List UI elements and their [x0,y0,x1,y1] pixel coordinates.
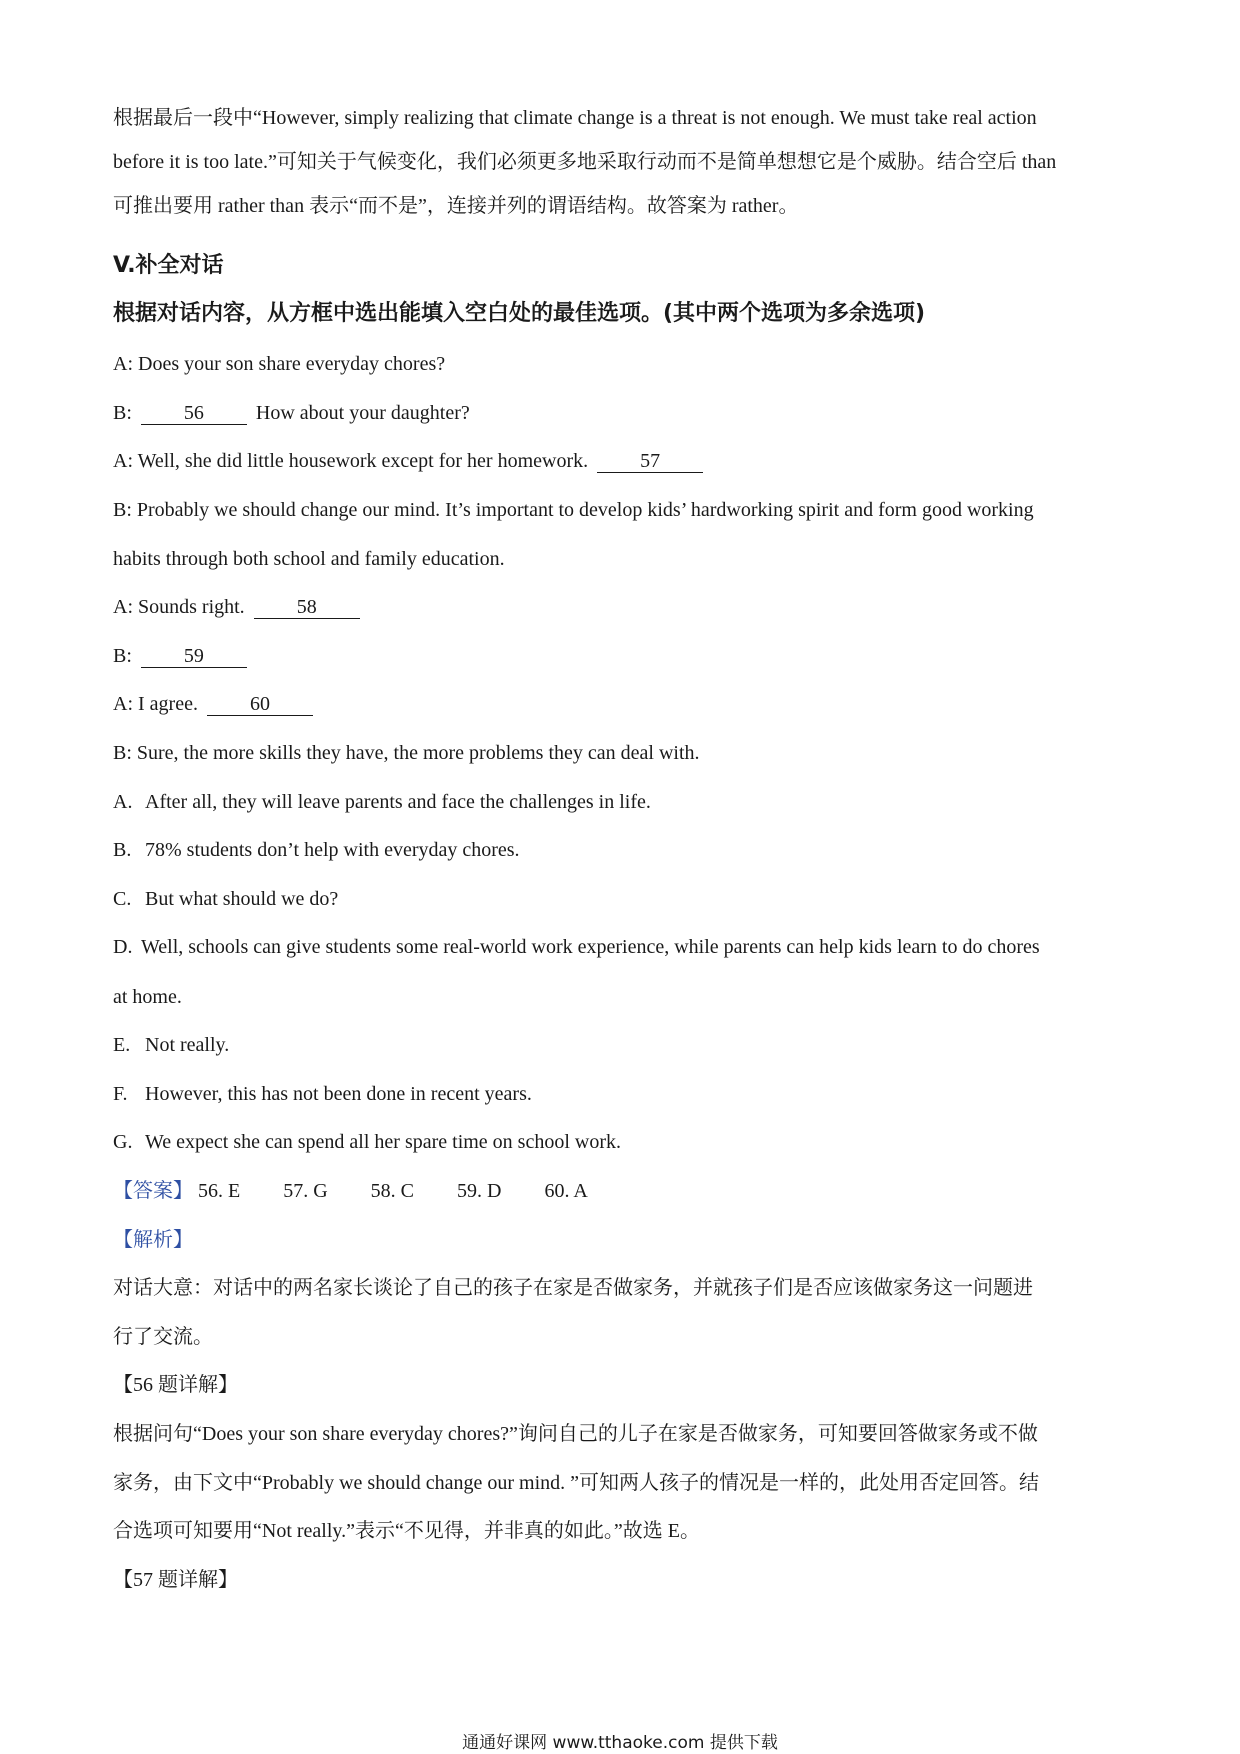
answer-blank-60[interactable]: 60 [207,693,313,716]
option-letter: D. [113,936,133,958]
dialogue-line-6 [113,642,1133,670]
option-d-continued [113,983,1133,1011]
dialogue-text: A: I agree. [113,693,198,715]
answer-label: 【答案】 [113,1180,193,1202]
q56-explanation-3: 合选项可知要用“Not really.”表示“不见得，并非真的如此。”故选 E。 [113,1520,700,1542]
option-text: But what should we do? [145,888,339,910]
option-f [113,1080,1133,1108]
option-text: We expect she can spend all her spare time on school work. [145,1131,622,1153]
option-text: at home. [113,986,182,1008]
answer-blank-57[interactable]: 57 [597,450,703,473]
dialogue-text: How about your daughter? [255,402,470,424]
option-letter: F. [113,1083,128,1105]
answer-item: 58. C [370,1180,415,1202]
option-text: Not really. [145,1034,230,1056]
answer-blank-59[interactable]: 59 [141,645,247,668]
option-text: Well, schools can give students some real-world work experience, while parents can help kids learn to do chores [141,936,1040,958]
option-text: 78% students don’t help with everyday chores. [145,839,520,861]
option-text: After all, they will leave parents and face the challenges in life. [145,791,651,813]
option-letter: A. [113,791,133,813]
dialogue-line-4b: habits through both school and family education. [113,548,505,570]
option-e [113,1031,1133,1059]
option-letter: B. [113,839,132,861]
dialogue-text: A: Well, she did little housework except for her homework. [113,450,589,472]
option-d [113,933,1133,961]
analysis-summary-2: 行了交流。 [113,1326,213,1348]
dialogue-line-3 [113,447,1133,475]
option-text: However, this has not been done in recent years. [145,1083,532,1105]
answer-item: 57. G [283,1180,328,1202]
answer-blank-58[interactable]: 58 [254,596,360,619]
q57-heading: 【57 题详解】 [113,1569,238,1591]
page-footer: 通通好课网 www.tthaoke.com 提供下载 [462,1733,778,1753]
section-title: V.补全对话 [113,253,224,278]
answer-item: 60. A [544,1180,588,1202]
speaker-label: B: [113,645,132,667]
q56-explanation-2: 家务，由下文中“Probably we should change our mind. ”可知两人孩子的情况是一样的，此处用否定回答。结 [113,1472,1040,1494]
dialogue-line-4a: B: Probably we should change our mind. It’s important to develop kids’ hardworking spirit and form good working [113,499,1034,521]
option-c [113,885,1133,913]
answer-key [113,1177,1133,1205]
option-g [113,1128,1133,1156]
speaker-label: B: [113,402,132,424]
prev-analysis-line-1: 根据最后一段中“However, simply realizing that climate change is a threat is not enough. We must take real action [113,107,1037,129]
dialogue-line-1: A: Does your son share everyday chores? [113,353,446,375]
answer-item: 56. E [198,1180,241,1202]
answer-item: 59. D [457,1180,502,1202]
prev-analysis-line-2: before it is too late.”可知关于气候变化，我们必须更多地采取行动而不是简单想想它是个威胁。结合空后 than [113,151,1057,173]
option-letter: G. [113,1131,133,1153]
option-b [113,836,1133,864]
dialogue-line-2 [113,399,1133,427]
analysis-summary-1: 对话大意：对话中的两名家长谈论了自己的孩子在家是否做家务，并就孩子们是否应该做家务这一问题进 [113,1277,1033,1299]
option-a [113,788,1133,816]
dialogue-line-5 [113,593,1133,621]
option-letter: C. [113,888,132,910]
dialogue-line-7 [113,690,1133,718]
answer-blank-56[interactable]: 56 [141,402,247,425]
dialogue-text: A: Sounds right. [113,596,245,618]
section-instruction: 根据对话内容，从方框中选出能填入空白处的最佳选项。(其中两个选项为多余选项) [113,301,926,326]
option-letter: E. [113,1034,131,1056]
q56-explanation-1: 根据问句“Does your son share everyday chores?”询问自己的儿子在家是否做家务，可知要回答做家务或不做 [113,1423,1038,1445]
q56-heading: 【56 题详解】 [113,1374,238,1396]
prev-analysis-line-3: 可推出要用 rather than 表示“而不是”，连接并列的谓语结构。故答案为 rather。 [113,195,799,217]
dialogue-line-8: B: Sure, the more skills they have, the more problems they can deal with. [113,742,700,764]
analysis-label: 【解析】 [113,1229,193,1251]
